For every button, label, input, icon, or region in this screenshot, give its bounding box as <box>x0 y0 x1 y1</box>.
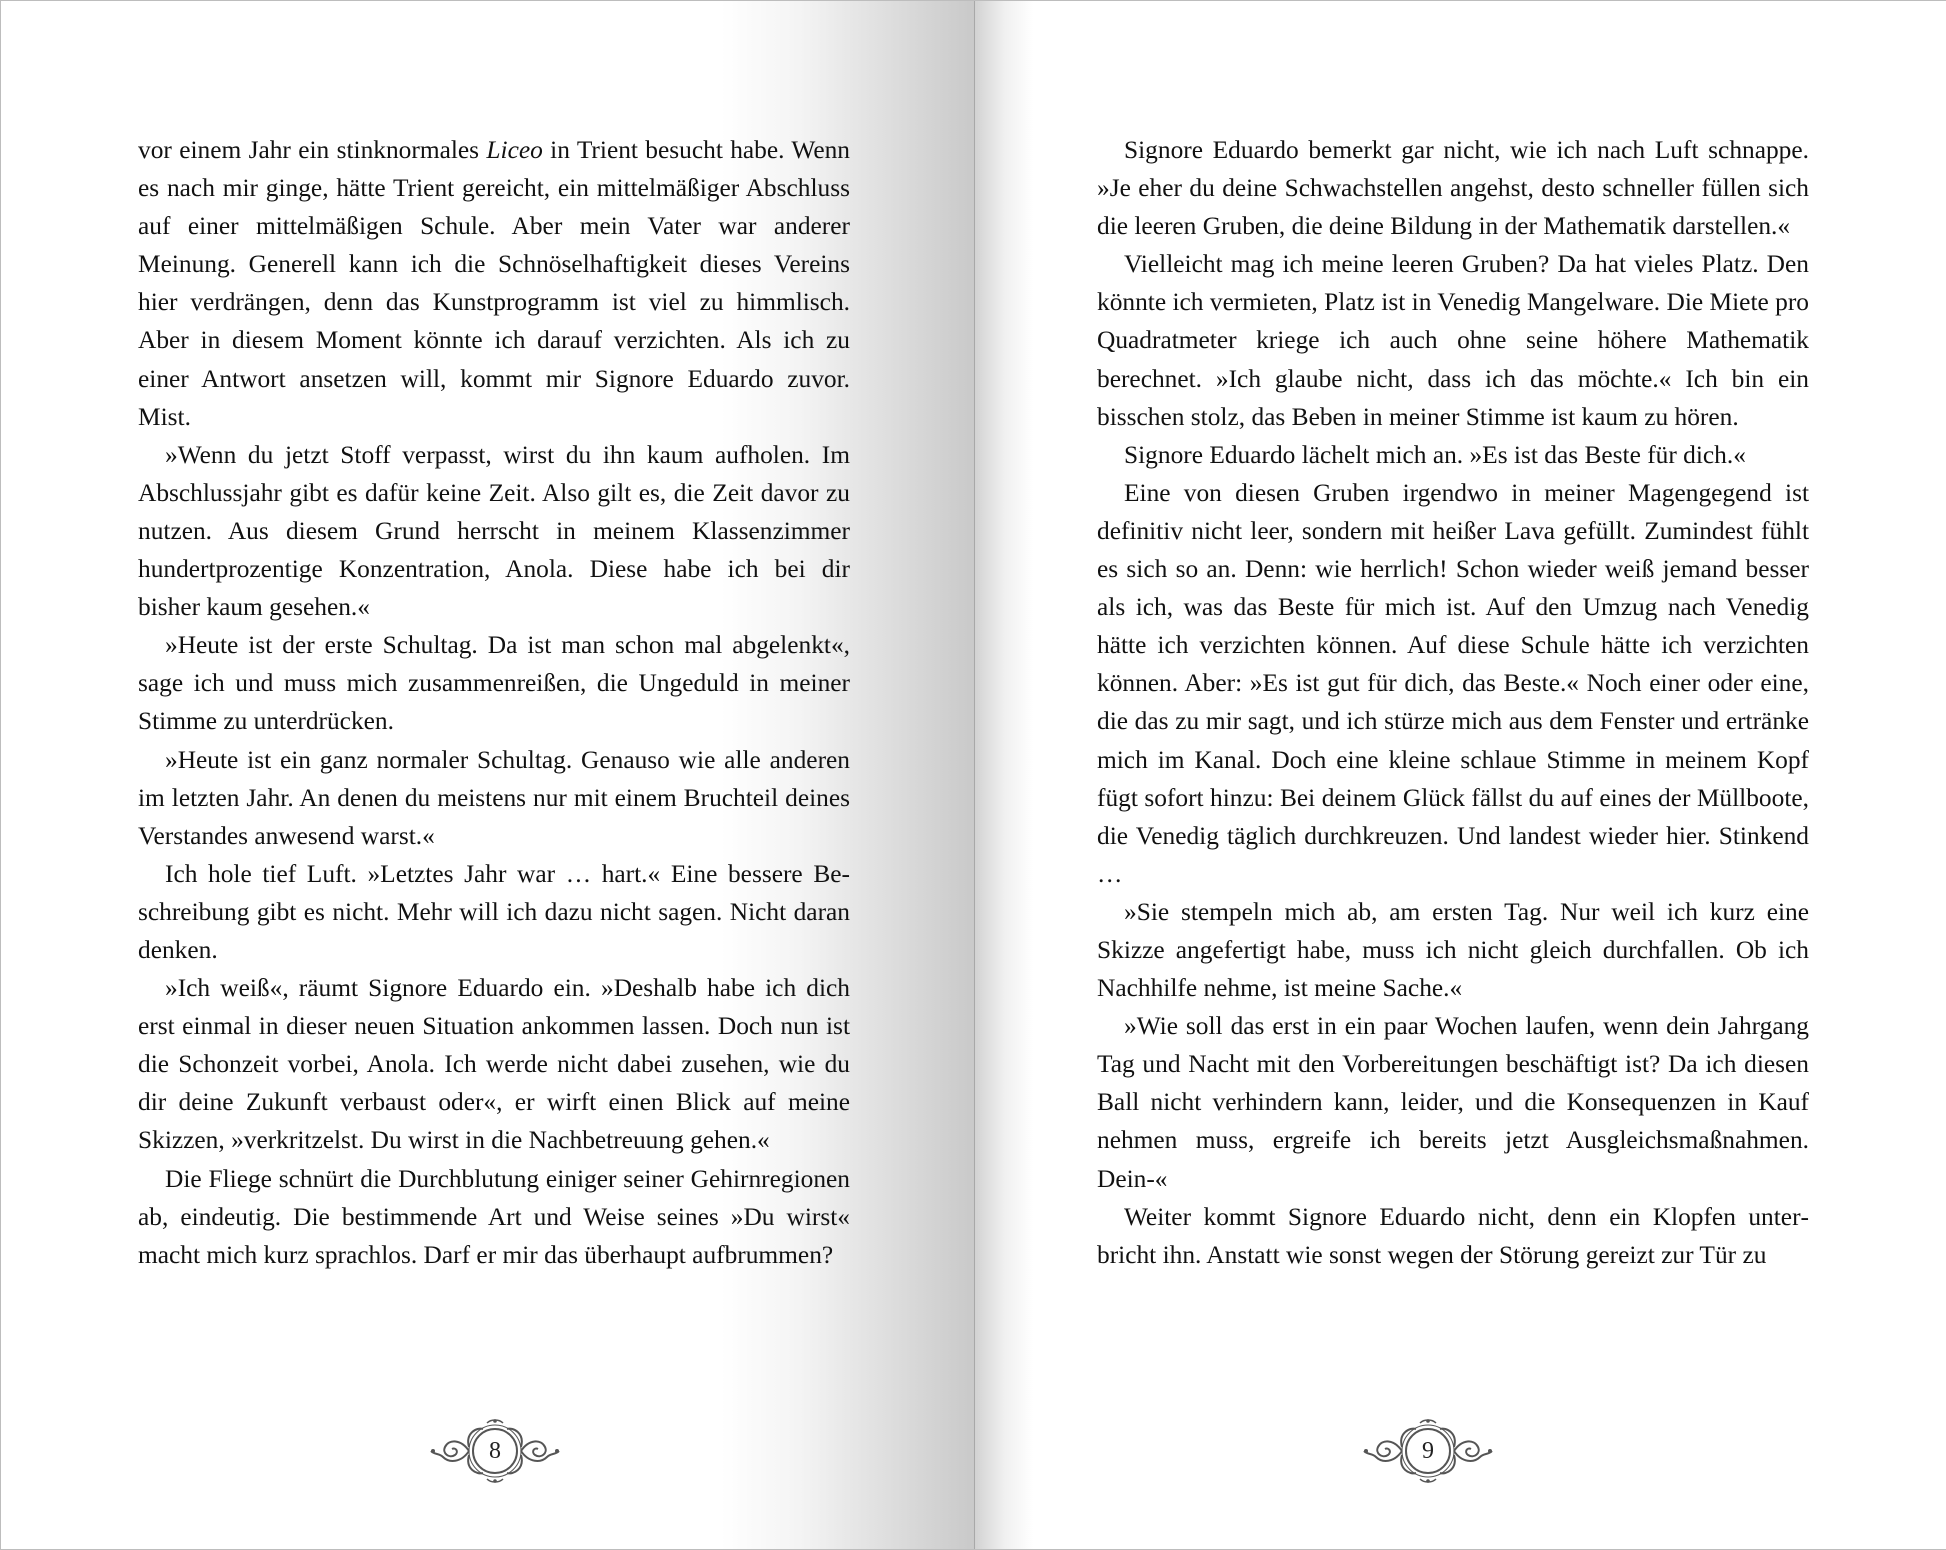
paragraph: »Heute ist der erste Schultag. Da ist man schon mal abgelenkt«, sage ich und muss mich zusammenreißen, die Ungeduld in meiner Stimme zu unterdrücken. <box>138 631 850 736</box>
right-page-text <box>1097 131 1809 1274</box>
paragraph: »Ich weiß«, räumt Signore Eduardo ein. »Deshalb habe ich dich erst einmal in dieser neuen Situation ankommen lassen. Doch nun ist die Schonzeit vorbei, Anola. Ich werde nicht dabei zusehen, wie du dir deine Zukunft verbaust oder«, er wirft einen Blick auf meine Skizzen, »verkritzelst. Du wirst in die Nachbetreuung gehen.« <box>138 974 850 1155</box>
paragraph: Ich hole tief Luft. »Letztes Jahr war … hart.« Eine bessere Beschreibung gibt es nicht. Mehr will ich dazu nicht sagen. Nicht daran denken. <box>138 859 850 964</box>
paragraph: Eine von diesen Gruben irgendwo in meiner Magengegend ist definitiv nicht leer, sondern mit heißer Lava gefüllt. Zumindest fühlt es sich so an. Denn: wie herrlich! Schon wieder weiß jemand besser als ich, was das Beste für mich ist. Auf den Umzug nach Venedig hätte ich verzichten können. Auf diese Schule hätte ich verzichten können. Aber: »Es ist gut für dich, das Beste.« Noch einer oder eine, die das zu mir sagt, und ich stürze mich aus dem Fenster und ertränke mich im Kanal. Doch eine kleine schlaue Stimme in meinem Kopf fügt sofort hinzu: Bei deinem Glück fällst du auf eines der Müllboote, die Venedig täglich durchkreuzen. Und landest wieder hier. Stinkend … <box>1097 478 1809 888</box>
paragraph: Vielleicht mag ich meine leeren Gruben? Da hat vieles Platz. Den könnte ich vermieten, Platz ist in Venedig Mangelware. Die Miete pro Quadratmeter kriege ich auch ohne seine höhere Mathematik berechnet. »Ich glaube nicht, dass ich das möchte.« Ich bin ein bisschen stolz, das Beben in meiner Stimme ist kaum zu hören. <box>1097 250 1809 431</box>
paragraph: vor einem Jahr ein stinknormales Liceo in Trient besucht habe. Wenn es nach mir ginge, hätte Trient gereicht, ein mittelmäßiger Abschluss auf einer mittelmäßigen Schule. Aber mein Vater war anderer Meinung. Generell kann ich die Schnöselhaftigkeit dieses Vereins hier verdrängen, denn das Kunstprogramm ist viel zu himmlisch. Aber in diesem Moment könnte ich darauf verzichten. Als ich zu einer Antwort ansetzen will, kommt mir Signore Eduardo zuvor. Mist. <box>138 136 850 431</box>
right-page <box>974 1 1946 1549</box>
left-page-text <box>138 131 850 1274</box>
paragraph: »Wie soll das erst in ein paar Wochen laufen, wenn dein Jahrgang Tag und Nacht mit den Vorbereitungen beschäftigt ist? Da ich diesen Ball nicht verhindern kann, leider, und die Konsequenzen in Kauf nehmen muss, ergreife ich bereits jetzt Ausgleichsmaßnahmen. Dein-« <box>1097 1012 1809 1193</box>
paragraph: »Wenn du jetzt Stoff verpasst, wirst du ihn kaum aufholen. Im Abschlussjahr gibt es dafür keine Zeit. Also gilt es, die Zeit davor zu nutzen. Aus diesem Grund herrscht in meinem Klassenzimmer hundertprozentige Konzentration, Anola. Diese habe ich bei dir bisher kaum gesehen.« <box>138 440 850 622</box>
page-number-folio <box>1358 1417 1498 1485</box>
italic-term: Liceo <box>486 136 543 164</box>
paragraph: »Sie stempeln mich ab, am ersten Tag. Nur weil ich kurz eine Skizze angefertigt habe, muss ich nicht gleich durchfallen. Ob ich Nachhilfe nehme, ist meine Sache.« <box>1097 897 1809 1003</box>
paragraph: Signore Eduardo bemerkt gar nicht, wie ich nach Luft schnappe. »Je eher du deine Schwachstellen angehst, desto schneller füllen sich die leeren Gruben, die deine Bildung in der Mathematik darstellen.« <box>1097 136 1809 241</box>
page-number: 8 <box>489 1438 501 1464</box>
paragraph: Weiter kommt Signore Eduardo nicht, denn ein Klopfen unterbricht ihn. Anstatt wie sonst wegen der Störung gereizt zur Tür zu <box>1097 1202 1809 1269</box>
paragraph: Die Fliege schnürt die Durchblutung einiger seiner Gehirnregionen ab, eindeutig. Die bestimmende Art und Weise seines »Du wirst« macht mich kurz sprachlos. Darf er mir das überhaupt aufbrummen? <box>138 1164 850 1269</box>
left-page <box>1 1 974 1549</box>
paragraph: »Heute ist ein ganz normaler Schultag. Genauso wie alle anderen im letzten Jahr. An denen du meistens nur mit einem Bruchteil deines Verstandes anwesend warst.« <box>138 745 850 850</box>
page-number-folio <box>425 1417 565 1485</box>
paragraph: Signore Eduardo lächelt mich an. »Es ist das Beste für dich.« <box>1124 440 1746 469</box>
page-number: 9 <box>1422 1438 1434 1464</box>
